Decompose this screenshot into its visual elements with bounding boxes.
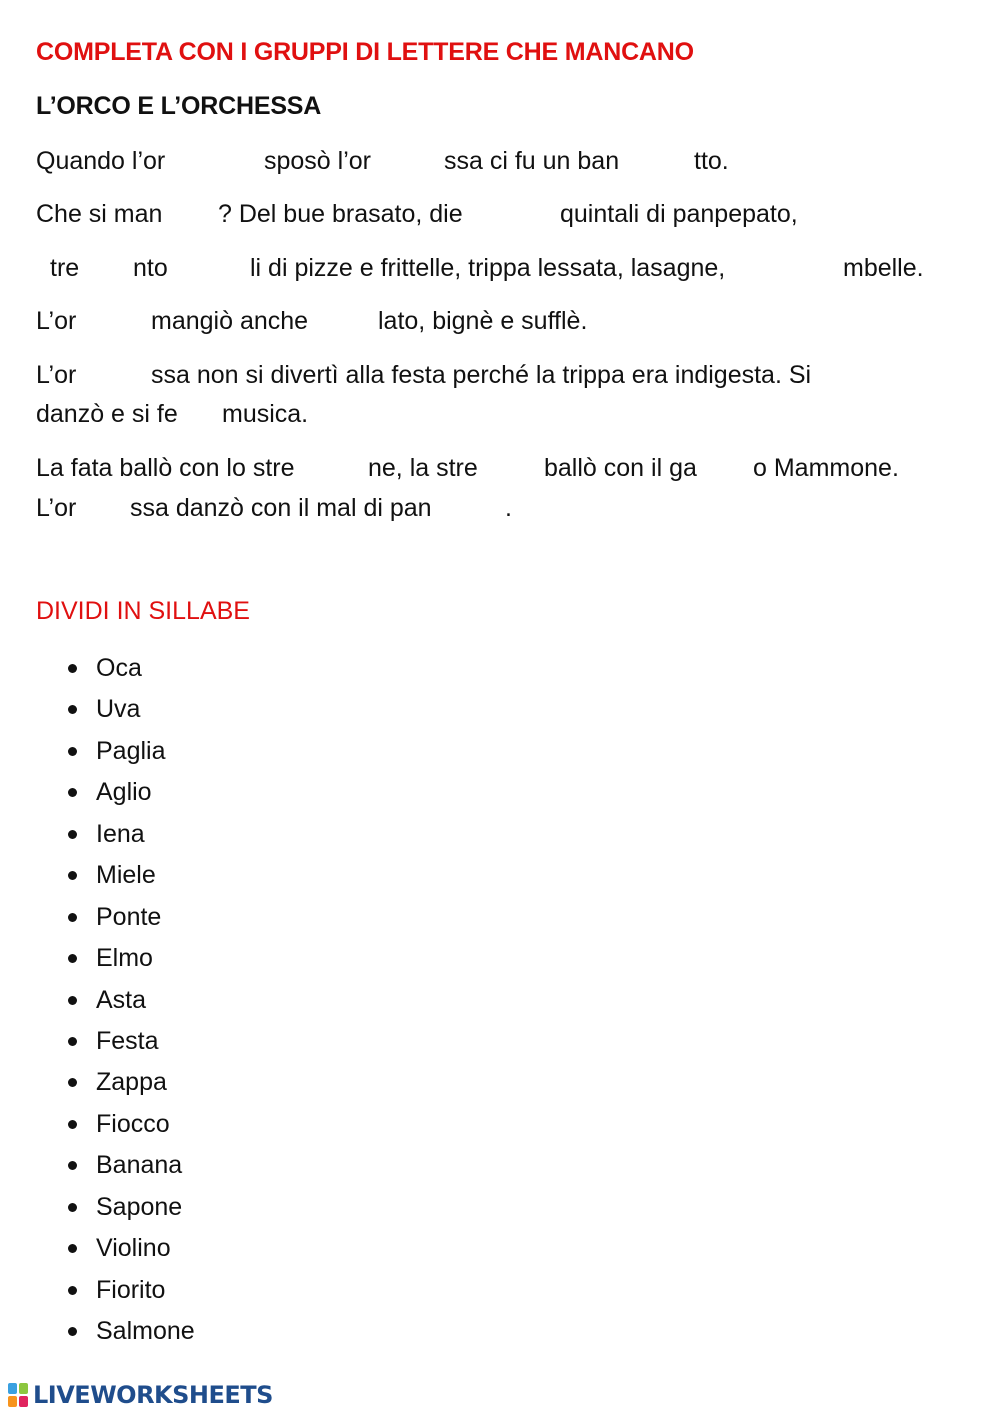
list-item: Festa	[66, 1021, 195, 1062]
text-fragment: ssa non si divertì alla festa perché la trippa era indigesta. Si	[151, 361, 812, 389]
list-item: Ponte	[66, 897, 195, 938]
text-fragment: Quando l’or	[36, 147, 166, 175]
list-item: Fiorito	[66, 1270, 195, 1311]
text-fragment: L’or	[36, 307, 77, 335]
text-fragment: danzò e si fe	[36, 400, 178, 428]
list-item: Salmone	[66, 1311, 195, 1352]
text-fragment: ballò con il ga	[544, 454, 697, 482]
exercise-line	[0, 301, 1000, 341]
list-item: Violino	[66, 1228, 195, 1269]
logo-blocks-icon	[8, 1382, 30, 1408]
story-title: L’ORCO E L’ORCHESSA	[36, 92, 322, 120]
text-fragment: mangiò anche	[151, 307, 309, 335]
exercise-line	[0, 488, 1000, 528]
list-item: Fiocco	[66, 1104, 195, 1145]
liveworksheets-logo	[8, 1380, 273, 1410]
list-item: Banana	[66, 1145, 195, 1186]
word-list	[66, 648, 195, 1352]
list-item: Iena	[66, 814, 195, 855]
list-item: Elmo	[66, 938, 195, 979]
text-fragment: tto.	[694, 147, 729, 175]
text-fragment: .	[505, 494, 512, 522]
list-item: Oca	[66, 648, 195, 689]
exercise-line	[0, 141, 1000, 181]
list-item: Miele	[66, 855, 195, 896]
section-title-syllables: DIVIDI IN SILLABE	[36, 597, 250, 625]
list-item: Asta	[66, 980, 195, 1021]
text-fragment: ssa danzò con il mal di pan	[130, 494, 432, 522]
text-fragment: L’or	[36, 494, 77, 522]
exercise-line	[0, 248, 1000, 288]
text-fragment: o Mammone.	[753, 454, 899, 482]
worksheet-title: COMPLETA CON I GRUPPI DI LETTERE CHE MANCANO	[36, 38, 694, 66]
text-fragment: Che si man	[36, 200, 163, 228]
exercise-line	[0, 448, 1000, 488]
text-fragment: musica.	[222, 400, 309, 428]
exercise-line	[0, 394, 1000, 434]
text-fragment: mbelle.	[843, 254, 924, 282]
text-fragment: quintali di panpepato,	[560, 200, 798, 228]
text-fragment: ssa ci fu un ban	[444, 147, 620, 175]
list-item: Paglia	[66, 731, 195, 772]
text-fragment: tre	[50, 254, 80, 282]
text-fragment: lato, bignè e sufflè.	[378, 307, 588, 335]
text-fragment: nto	[133, 254, 168, 282]
text-fragment: La fata ballò con lo stre	[36, 454, 295, 482]
text-fragment: L’or	[36, 361, 77, 389]
exercise-line	[0, 194, 1000, 234]
list-item: Uva	[66, 689, 195, 730]
text-fragment: sposò l’or	[264, 147, 371, 175]
logo-text: LIVEWORKSHEETS	[33, 1381, 273, 1409]
exercise-line	[0, 355, 1000, 395]
text-fragment: ? Del bue brasato, die	[218, 200, 463, 228]
text-fragment: ne, la stre	[368, 454, 478, 482]
list-item: Aglio	[66, 772, 195, 813]
text-fragment: li di pizze e frittelle, trippa lessata, lasagne,	[250, 254, 726, 282]
list-item: Zappa	[66, 1062, 195, 1103]
list-item: Sapone	[66, 1187, 195, 1228]
